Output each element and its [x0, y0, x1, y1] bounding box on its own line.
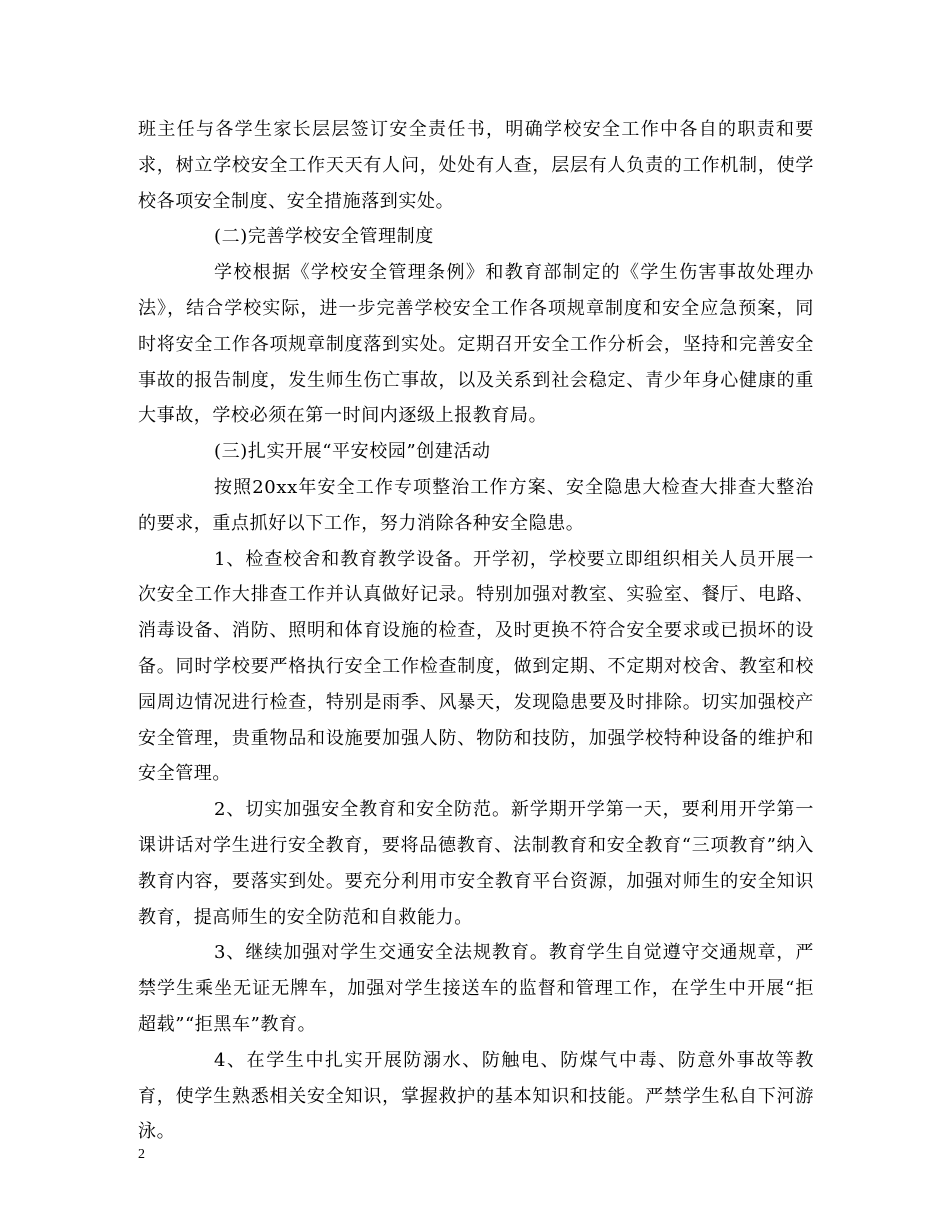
section-heading-3: (三)扎实开展“平安校园”创建活动 [214, 441, 491, 463]
paragraph-item-2: 2、切实加强安全教育和安全防范。新学期开学第一天，要利用开学第一课讲话对学生进行安全教育，要将品德教育、法制教育和安全教育“三项教育”纳入教育内容，要落实到处。要充分利用市安全教育平台资源，加强对师生的安全知识教育，提高师生的安全防范和自救能力。 [138, 799, 814, 928]
paragraph-item-3: 3、继续加强对学生交通安全法规教育。教育学生自觉遵守交通规章，严禁学生乘坐无证无牌车，加强对学生接送车的监督和管理工作，在学生中开展“拒超载”“拒黑车”教育。 [138, 942, 814, 1035]
paragraph-item-1: 1、检查校舍和教育教学设备。开学初，学校要立即组织相关人员开展一次安全工作大排查工作并认真做好记录。特别加强对教室、实验室、餐厅、电路、消毒设备、消防、照明和体育设施的检查，及时更换不符合安全要求或已损坏的设备。同时学校要严格执行安全工作检查制度，做到定期、不定期对校舍、教室和校园周边情况进行检查，特别是雨季、风暴天，发现隐患要及时排除。切实加强校产安全管理，贵重物品和设施要加强人防、物防和技防，加强学校特种设备的维护和安全管理。 [138, 548, 814, 785]
paragraph-item-4: 4、在学生中扎实开展防溺水、防触电、防煤气中毒、防意外事故等教育，使学生熟悉相关安全知识，掌握救护的基本知识和技能。严禁学生私自下河游泳。 [138, 1049, 814, 1143]
page-number: 2 [138, 1147, 145, 1162]
document-body [138, 112, 814, 1150]
paragraph-continuation: 班主任与各学生家长层层签订安全责任书，明确学校安全工作中各自的职责和要求，树立学校安全工作天天有人问，处处有人查，层层有人负责的工作机制，使学校各项安全制度、安全措施落到实处。 [138, 119, 814, 212]
section-heading-2: (二)完善学校安全管理制度 [214, 226, 434, 248]
paragraph-safety-regulations: 学校根据《学校安全管理条例》和教育部制定的《学生伤害事故处理办法》，结合学校实际，进一步完善学校安全工作各项规章制度和安全应急预案，同时将安全工作各项规章制度落到实处。定期召开安全工作分析会，坚持和完善安全事故的报告制度，发生师生伤亡事故，以及关系到社会稳定、青少年身心健康的重大事故，学校必须在第一时间内逐级上报教育局。 [138, 262, 814, 427]
paragraph-rectification-plan: 按照20xx年安全工作专项整治工作方案、安全隐患大检查大排查大整治的要求，重点抓好以下工作，努力消除各种安全隐患。 [138, 476, 814, 534]
